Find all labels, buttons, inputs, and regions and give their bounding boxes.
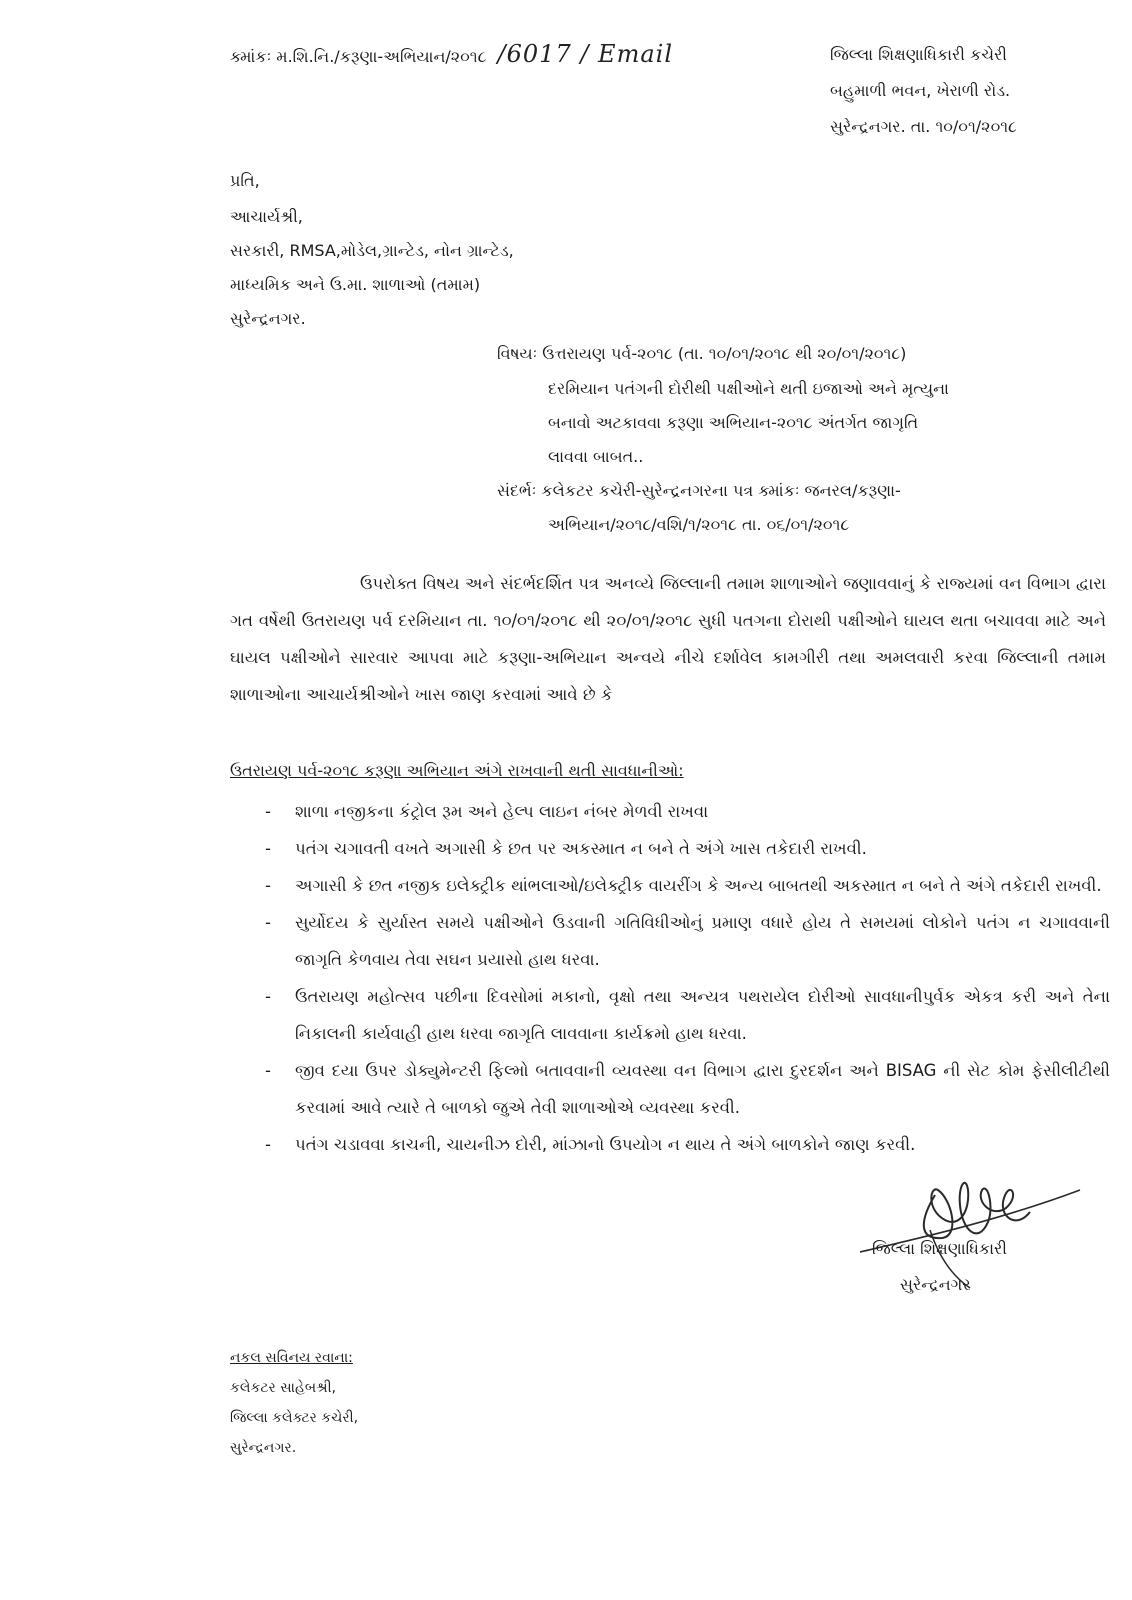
subject-line-2: દરમિયાન પતંગની દોરીથી પક્ષીઓને થતી ઇજાઓ અને મૃત્યુના (548, 379, 949, 398)
list-item: - ઉતરાયણ મહોત્સવ પછીના દિવસોમાં મકાનો, વૃક્ષો તથા અન્યત્ર પથરાયેલ દોરીઓ સાવધાનીપુર્વક એકત્ર કરી અને તેના નિકાલની કાર્યવાહી હાથ ધરવા જાગૃતિ લાવવાના કાર્યક્રમો હાથ ધરવા. (230, 978, 1110, 1052)
recipient-schools: માધ્યમિક અને ઉ.મા. શાળાઓ (તમામ) (230, 275, 481, 294)
copy-to-heading: નકલ સવિનય રવાના: (230, 1350, 353, 1366)
recipient-principal: આચાર્યશ્રી, (230, 207, 303, 226)
precautions-heading: ઉતરાયણ પર્વ-૨૦૧૮ કરૂણા અભિયાન અંગે રાખવાની થતી સાવધાનીઓ: (230, 761, 684, 780)
bullet-dash: - (265, 1135, 271, 1154)
bullet-dash: - (265, 876, 271, 895)
bullet-dash: - (265, 987, 271, 1006)
signature-place: સુરેન્દ્રનગર (900, 1275, 971, 1294)
reference-number-printed: ક્માંકઃ મ.શિ.નિ./કરૂણા-અભિયાન/૨૦૧૮ (230, 47, 487, 66)
bullet-dash: - (265, 1061, 271, 1080)
office-address-line-2: બહુમાળી ભવન, ખેરાળી રોડ. (830, 81, 1011, 100)
reference-number-handwritten: /6017 / Email (497, 40, 673, 68)
list-item: - સુર્યોદય કે સુર્યાસ્ત સમયે પક્ષીઓને ઉડવાની ગતિવિધીઓનું પ્રમાણ વધારે હોય તે સમયમાં લોકોને પતંગ ન ચગાવવાની જાગૃતિ કેળવાય તેવા સઘન પ્રયાસો હાથ ધરવા. (230, 904, 1110, 978)
copy-to-line-2: જિલ્લા કલેક્ટર કચેરી, (230, 1410, 359, 1426)
list-item: - અગાસી કે છત નજીક ઇલેક્ટ્રીક થાંભલાઓ/ઇલેક્ટ્રીક વાયરીંગ કે અન્ય બાબતથી અકસ્માત ન બને તે અંગે તકેદારી રાખવી. (230, 867, 1110, 904)
list-item: - જીવ દયા ઉપર ડોક્યુમેન્ટરી ફિલ્મો બતાવવાની વ્યવસ્થા વન વિભાગ દ્વારા દુરદર્શન અને BISAG ની સેટ કોમ ફેસીલીટીથી કરવામાં આવે ત્યારે તે બાળકો જુએ તેવી શાળાઓએ વ્યવસ્થા કરવી. (230, 1052, 1110, 1126)
copy-to-line-3: સુરેન્દ્રનગર. (230, 1440, 297, 1456)
subject-line-4: લાવવા બાબત.. (548, 447, 644, 466)
precautions-list (230, 793, 1110, 1163)
recipient-to: પ્રતિ, (230, 171, 260, 190)
subject-line-1: વિષયઃ ઉત્તરાયણ પર્વ-૨૦૧૮ (તા. ૧૦/૦૧/૨૦૧૮ થી ૨૦/૦૧/૨૦૧૮) (497, 344, 907, 363)
list-item: - પતંગ ચડાવવા કાચની, ચાયનીઝ દોરી, માંઝાનો ઉપયોગ ન થાય તે અંગે બાળકોને જાણ કરવી. (230, 1126, 1110, 1163)
reference-line-2: અભિયાન/૨૦૧૮/વશિ/૧/૨૦૧૮ તા. ૦૬/૦૧/૨૦૧૮ (548, 515, 850, 534)
recipient-city: સુરેન્દ્રનગર. (230, 309, 306, 328)
office-address-line-1: જિલ્લા શિક્ષણાધિકારી કચેરી (830, 45, 1007, 64)
bullet-dash: - (265, 839, 271, 858)
signature-title: જિલ્લા શિક્ષણાધિકારી (872, 1239, 1007, 1258)
subject-line-3: બનાવો અટકાવવા કરૂણા અભિયાન-૨૦૧૮ અંતર્ગત જાગૃતિ (548, 413, 919, 432)
list-item: - શાળા નજીકના કંટ્રોલ રૂમ અને હેલ્પ લાઇન નંબર મેળવી રાખવા (230, 793, 1110, 830)
body-paragraph (230, 565, 1106, 713)
bullet-dash: - (265, 802, 271, 821)
reference-number (230, 40, 673, 68)
reference-line-1: સંદર્ભઃ કલેકટર કચેરી-સુરેન્દ્રનગરના પત્ર ક્માંકઃ જનરલ/કરૂણા- (497, 481, 901, 500)
recipient-school-types: સરકારી, RMSA,મોડેલ,ગ્રાન્ટેડ, નોન ગ્રાન્ટેડ, (230, 241, 514, 260)
list-item: - પતંગ ચગાવતી વખતે અગાસી કે છત પર અકસ્માત ન બને તે અંગે ખાસ તકેદારી રાખવી. (230, 830, 1110, 867)
office-address-date: સુરેન્દ્રનગર. તા. ૧૦/૦૧/૨૦૧૮ (830, 117, 1017, 136)
body-paragraph-text: ઉપરોક્ત વિષય અને સંદર્ભદર્શિત પત્ર અનવ્યે જિલ્લાની તમામ શાળાઓને જણાવવાનું કે રાજ્યમાં વન વિભાગ દ્વારા ગત વર્ષેથી ઉતરાયણ પર્વ દરમિયાન તા. ૧૦/૦૧/૨૦૧૮ થી ૨૦/૦૧/૨૦૧૮ સુધી પતગના દોરાથી પક્ષીઓને ઘાયલ થતા બચાવવા માટે અને ઘાયલ પક્ષીઓને સારવાર આપવા માટે કરૂણા-અભિયાન અન્વયે નીચે દર્શાવેલ કામગીરી તથા અમલવારી કરવા જિલ્લાની તમામ શાળાઓના આચાર્યશ્રીઓને ખાસ જાણ કરવામાં આવે છે કે (230, 574, 1106, 704)
signature-scribble (860, 1160, 1090, 1310)
bullet-dash: - (265, 913, 271, 932)
copy-to-line-1: કલેકટર સાહેબશ્રી, (230, 1380, 337, 1396)
